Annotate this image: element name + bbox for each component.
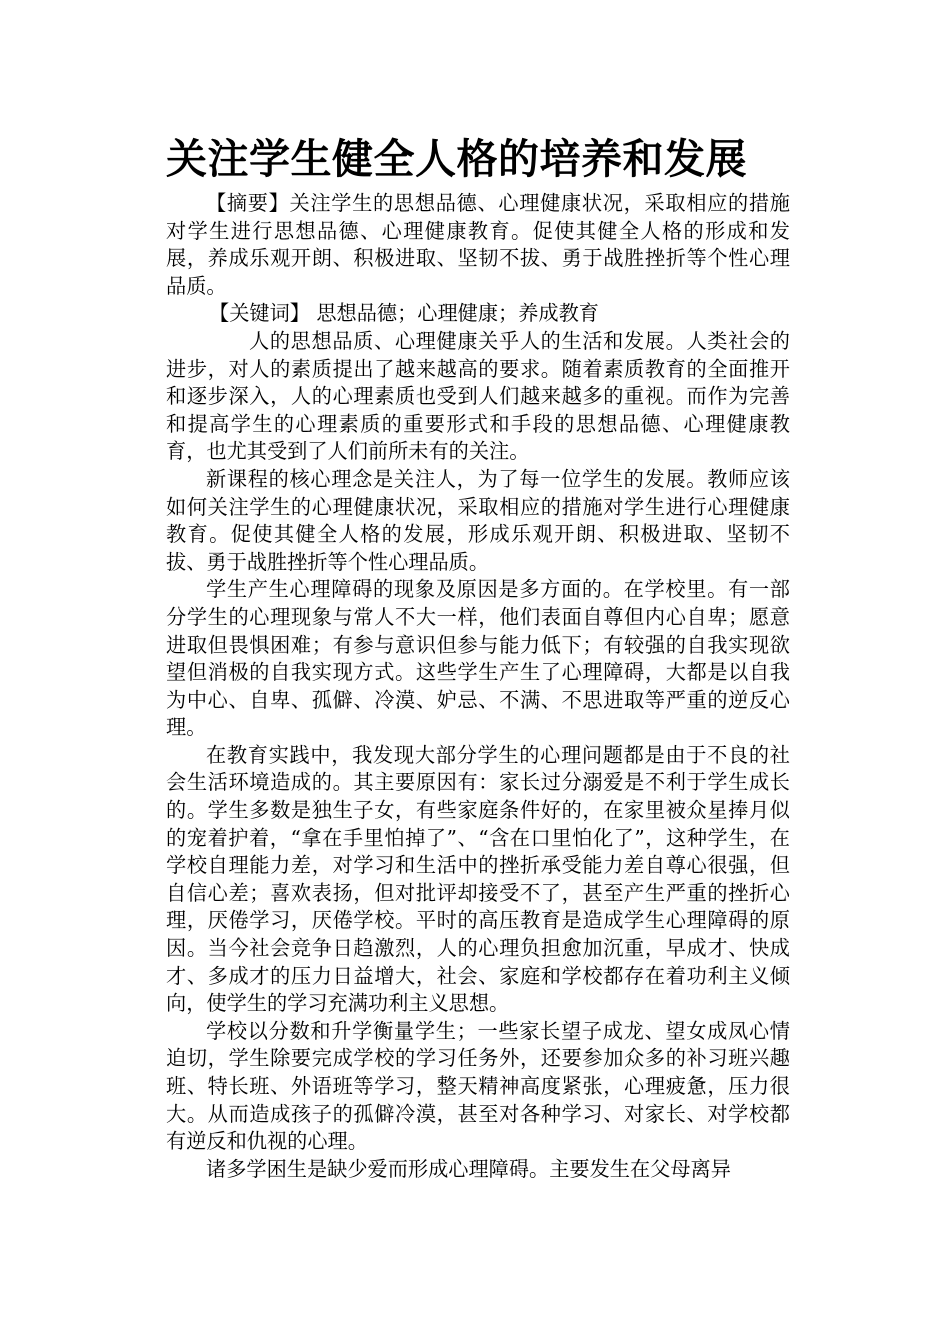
body-paragraph: 诸多学困生是缺少爱而形成心理障碍。主要发生在父母离异 (206, 1156, 731, 1181)
abstract-text: 关注学生的思想品德、心理健康状况，采取相应的措施对学生进行思想品德、心理健康教育。促使其健全人格的形成和发展，养成乐观开朗、积极进取、坚韧不拔、勇于战胜挫折等个性心理品质。 (166, 191, 790, 298)
body-paragraph: 在教育实践中，我发现大部分学生的心理问题都是由于不良的社会生活环境造成的。其主要原因有：家长过分溺爱是不利于学生成长的。学生多数是独生子女，有些家庭条件好的，在家里被众星捧月似的宠着护着，“拿在手里怕掉了”、“含在口里怕化了”，这种学生，在学校自理能力差，对学习和生活中的挫折承受能力差自尊心很强，但自信心差；喜欢表扬，但对批评却接受不了，甚至产生严重的挫折心理，厌倦学习，厌倦学校。平时的高压教育是造成学生心理障碍的原因。当今社会竞争日趋激烈，人的心理负担愈加沉重，早成才、快成才、多成才的压力日益增大，社会、家庭和学校都存在着功利主义倾向，使学生的学习充满功利主义思想。 (166, 742, 790, 1016)
body-paragraph: 人的思想品质、心理健康关乎人的生活和发展。人类社会的进步，对人的素质提出了越来越高的要求。随着素质教育的全面推开和逐步深入，人的心理素质也受到人们越来越多的重视。而作为完善和提高学生的心理素质的重要形式和手段的思想品德、心理健康教育，也尤其受到了人们前所未有的关注。 (166, 328, 790, 464)
keywords-paragraph (166, 300, 790, 328)
keywords-label: 【关键词】 (209, 301, 310, 326)
abstract-label: 【摘要】 (206, 191, 290, 215)
body-paragraph: 学生产生心理障碍的现象及原因是多方面的。在学校里。有一部分学生的心理现象与常人不大一样，他们表面自尊但内心自卑；愿意进取但畏惧困难；有参与意识但参与能力低下；有较强的自我实现欲望但消极的自我实现方式。这些学生产生了心理障碍，大都是以自我为中心、自卑、孤僻、冷漠、妒忌、不满、不思进取等严重的逆反心理。 (166, 577, 790, 740)
document-body (166, 128, 790, 1183)
document-title: 关注学生健全人格的培养和发展 (166, 135, 747, 183)
body-paragraph: 学校以分数和升学衡量学生；一些家长望子成龙、望女成凤心情迫切，学生除要完成学校的学习任务外，还要参加众多的补习班兴趣班、特长班、外语班等学习，整天精神高度紧张，心理疲惫，压力很大。从而造成孩子的孤僻冷漠，甚至对各种学习、对家长、对学校都有逆反和仇视的心理。 (166, 1018, 790, 1154)
abstract-paragraph (166, 190, 790, 300)
body-paragraph: 新课程的核心理念是关注人，为了每一位学生的发展。教师应该如何关注学生的心理健康状况，采取相应的措施对学生进行心理健康教育。促使其健全人格的发展，形成乐观开朗、积极进取、坚韧不拔、勇于战胜挫折等个性心理品质。 (166, 466, 790, 574)
keywords-text: 思想品德；心理健康；养成教育 (309, 301, 599, 326)
